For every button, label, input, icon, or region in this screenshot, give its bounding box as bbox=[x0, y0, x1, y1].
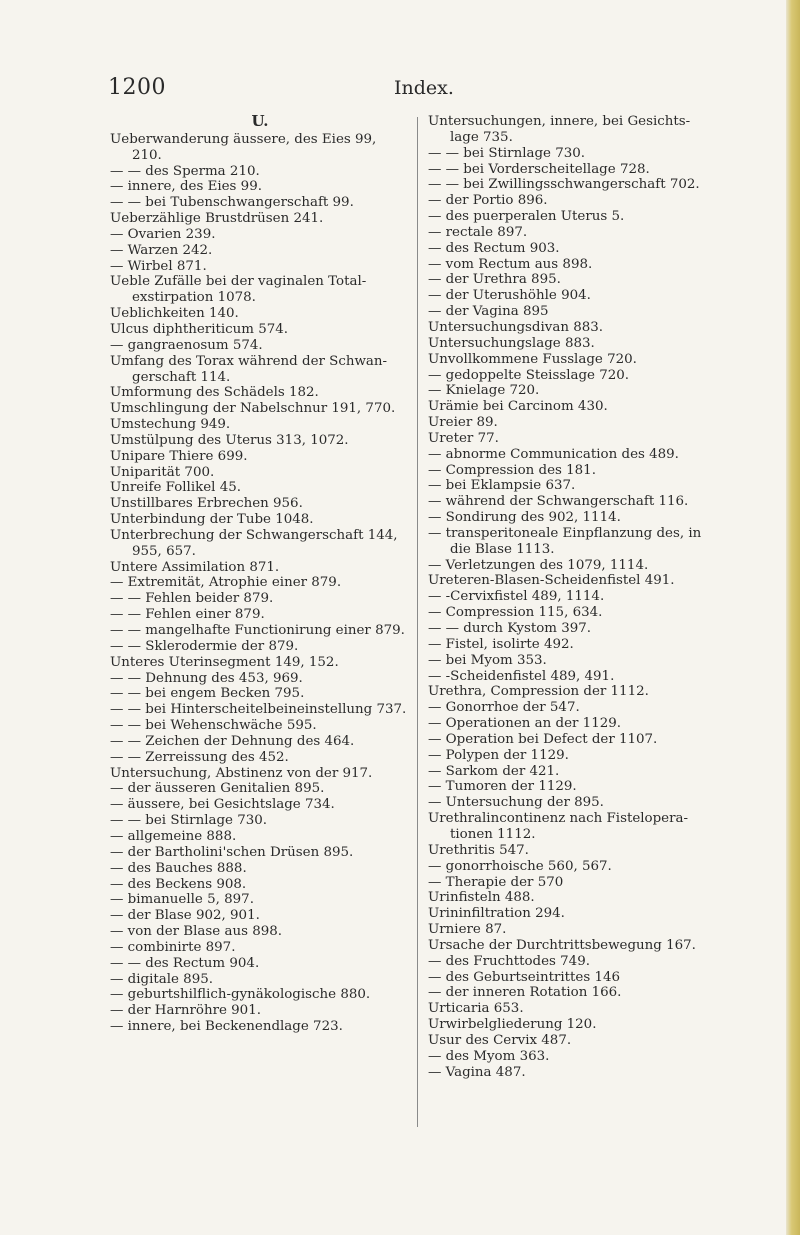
index-entry: — digitale 895. bbox=[110, 971, 213, 987]
index-entry: Unipare Thiere 699. bbox=[110, 448, 248, 464]
index-entry: — Extremität, Atrophie einer 879. bbox=[110, 575, 342, 591]
index-entry: — Therapie der 570 bbox=[428, 874, 564, 890]
index-entry: — Untersuchung der 895. bbox=[428, 795, 604, 811]
index-entry: — der Portio 896. bbox=[428, 193, 548, 209]
index-entry: — der inneren Rotation 166. bbox=[428, 985, 622, 1001]
page-edge-discoloration bbox=[786, 0, 800, 1235]
index-entry: Umfang des Torax während der Schwan-gerschaft 114. bbox=[110, 353, 388, 385]
index-entry: Urethra, Compression der 1112. bbox=[428, 684, 649, 700]
index-entry: — — Zeichen der Dehnung des 464. bbox=[110, 733, 355, 749]
index-entry: Urniere 87. bbox=[428, 922, 507, 938]
index-entry: — — bei Hinterscheitelbeineinstellung 737. bbox=[110, 702, 407, 718]
index-entry: — der Bartholini'schen Drüsen 895. bbox=[110, 844, 354, 860]
index-entry: — der Harnröhre 901. bbox=[110, 1003, 261, 1019]
index-entry: — bimanuelle 5, 897. bbox=[110, 892, 254, 908]
index-entry: Umstechung 949. bbox=[110, 417, 231, 433]
index-entry: — Ovarien 239. bbox=[110, 226, 216, 242]
index-entry: — des Rectum 903. bbox=[428, 240, 560, 256]
index-entry: Untere Assimilation 871. bbox=[110, 559, 280, 575]
index-entry: — geburtshilflich-gynäkologische 880. bbox=[110, 987, 371, 1003]
index-entry: — — Fehlen beider 879. bbox=[110, 591, 274, 607]
index-entry: — — Fehlen einer 879. bbox=[110, 607, 265, 623]
index-entry: Ueberwanderung äussere, des Eies 99, 210. bbox=[110, 131, 377, 163]
index-entry: — Warzen 242. bbox=[110, 242, 213, 258]
index-entry: Ureteren-Blasen-Scheidenfistel 491. bbox=[428, 573, 675, 589]
index-entry: — Gonorrhoe der 547. bbox=[428, 700, 580, 716]
index-entry: Usur des Cervix 487. bbox=[428, 1032, 572, 1048]
index-entry: Ueberzählige Brustdrüsen 241. bbox=[110, 211, 324, 227]
index-entry: — Compression des 181. bbox=[428, 462, 596, 478]
index-entry: Unvollkommene Fusslage 720. bbox=[428, 351, 637, 367]
index-entry: — Operationen an der 1129. bbox=[428, 716, 622, 732]
index-entry: Urämie bei Carcinom 430. bbox=[428, 399, 608, 415]
index-entry: — der Urethra 895. bbox=[428, 272, 561, 288]
index-entry: — des puerperalen Uterus 5. bbox=[428, 209, 625, 225]
index-entry: — — bei Vorderscheitellage 728. bbox=[428, 161, 650, 177]
index-entry: — combinirte 897. bbox=[110, 939, 236, 955]
index-entry: — — bei Stirnlage 730. bbox=[428, 145, 586, 161]
index-entry: — Polypen der 1129. bbox=[428, 747, 569, 763]
index-entry: Ulcus diphtheriticum 574. bbox=[110, 321, 289, 337]
index-entry: Untersuchungsdivan 883. bbox=[428, 319, 604, 335]
index-entry: — — bei Zwillingsschwangerschaft 702. bbox=[428, 177, 700, 193]
index-entry: — der Blase 902, 901. bbox=[110, 908, 260, 924]
index-entry: — — bei Wehenschwäche 595. bbox=[110, 718, 317, 734]
index-entry: — — Zerreissung des 452. bbox=[110, 749, 289, 765]
index-entry: — Sarkom der 421. bbox=[428, 763, 560, 779]
index-entry: — vom Rectum aus 898. bbox=[428, 256, 593, 272]
index-entry: — transperitoneale Einpflanzung des, in die Blase 1113. bbox=[428, 525, 702, 557]
index-entry: — Verletzungen des 1079, 1114. bbox=[428, 557, 649, 573]
index-entry: Urwirbelgliederung 120. bbox=[428, 1017, 597, 1033]
index-entry: — — durch Kystom 397. bbox=[428, 621, 592, 636]
index-entry: — Vagina 487. bbox=[428, 1064, 526, 1080]
index-entry: Unteres Uterinsegment 149, 152. bbox=[110, 654, 339, 670]
index-entry: — — Sklerodermie der 879. bbox=[110, 638, 299, 654]
index-entry: — des Bauches 888. bbox=[110, 860, 247, 876]
index-entry: — der Vagina 895 bbox=[428, 304, 549, 320]
index-entry: — -Scheidenfistel 489, 491. bbox=[428, 668, 615, 684]
index-entry: — gangraenosum 574. bbox=[110, 337, 263, 353]
index-entry: — gonorrhoische 560, 567. bbox=[428, 858, 612, 874]
index-entry: Untersuchungslage 883. bbox=[428, 335, 595, 351]
column-divider bbox=[417, 117, 418, 1127]
page-number: 1200 bbox=[108, 75, 166, 100]
index-entry: Urethralincontinenz nach Fistelopera-tionen 1112. bbox=[428, 811, 689, 842]
index-entry: Umformung des Schädels 182. bbox=[110, 385, 319, 401]
page-header bbox=[108, 75, 668, 105]
index-entry: — -Cervixfistel 489, 1114. bbox=[428, 589, 605, 605]
index-entry: — — bei Stirnlage 730. bbox=[110, 813, 268, 829]
index-entry: — — des Rectum 904. bbox=[110, 955, 260, 971]
index-entry: — Tumoren der 1129. bbox=[428, 779, 577, 795]
left-column bbox=[110, 114, 410, 1035]
index-entry: Ureier 89. bbox=[428, 415, 498, 431]
index-entry: — der äusseren Genitalien 895. bbox=[110, 781, 325, 797]
index-entry: — Operation bei Defect der 1107. bbox=[428, 731, 658, 747]
index-entry: Umschlingung der Nabelschnur 191, 770. bbox=[110, 401, 396, 417]
index-entry: Unreife Follikel 45. bbox=[110, 480, 241, 496]
index-entry: — von der Blase aus 898. bbox=[110, 924, 283, 940]
index-entry: — — Dehnung des 453, 969. bbox=[110, 670, 303, 686]
index-entry: Unstillbares Erbrechen 956. bbox=[110, 496, 303, 512]
index-entry: Urethritis 547. bbox=[428, 842, 529, 858]
section-letter: U. bbox=[251, 112, 269, 130]
index-entry: — des Geburtseintrittes 146 bbox=[428, 969, 621, 985]
index-entry: Urticaria 653. bbox=[428, 1001, 524, 1017]
index-entry: Ureter 77. bbox=[428, 430, 499, 446]
index-entry: Ueble Zufälle bei der vaginalen Total-exstirpation 1078. bbox=[110, 274, 367, 306]
index-entry: — Sondirung des 902, 1114. bbox=[428, 510, 621, 526]
index-entry: Urininfiltration 294. bbox=[428, 906, 565, 922]
index-entry: Umstülpung des Uterus 313, 1072. bbox=[110, 432, 349, 448]
index-entry: Untersuchungen, innere, bei Gesichts-lage 735. bbox=[428, 114, 691, 145]
index-entry: — allgemeine 888. bbox=[110, 828, 237, 844]
index-entry: — — bei engem Becken 795. bbox=[110, 686, 305, 702]
running-title: Index. bbox=[394, 77, 454, 99]
index-entry: — rectale 897. bbox=[428, 224, 528, 240]
index-entry: — — mangelhafte Functionirung einer 879. bbox=[110, 623, 405, 638]
index-entry: — Wirbel 871. bbox=[110, 258, 207, 274]
index-entry: Unterbrechung der Schwangerschaft 144, 955, 657. bbox=[110, 527, 398, 559]
index-entry: — innere, bei Beckenendlage 723. bbox=[110, 1019, 343, 1035]
index-entry: Unterbindung der Tube 1048. bbox=[110, 512, 314, 528]
index-entry: — innere, des Eies 99. bbox=[110, 179, 262, 195]
index-entry: — Compression 115, 634. bbox=[428, 605, 603, 621]
index-entry: — abnorme Communication des 489. bbox=[428, 446, 679, 462]
index-entry: — — bei Tubenschwangerschaft 99. bbox=[110, 195, 354, 211]
index-entry: — bei Myom 353. bbox=[428, 652, 547, 668]
index-entry: Uniparität 700. bbox=[110, 464, 215, 480]
index-entry: — des Beckens 908. bbox=[110, 876, 247, 892]
index-entry: — Knielage 720. bbox=[428, 383, 540, 399]
index-entry: Ueblichkeiten 140. bbox=[110, 306, 239, 322]
index-entry: Ursache der Durchtrittsbewegung 167. bbox=[428, 937, 696, 953]
index-entry: — des Fruchttodes 749. bbox=[428, 953, 590, 969]
index-entry: — des Myom 363. bbox=[428, 1048, 550, 1064]
index-entry: Untersuchung, Abstinenz von der 917. bbox=[110, 765, 373, 781]
index-entry: — — des Sperma 210. bbox=[110, 163, 260, 179]
index-entry: — äussere, bei Gesichtslage 734. bbox=[110, 797, 335, 813]
index-entry: — bei Eklampsie 637. bbox=[428, 478, 576, 494]
index-entry: — gedoppelte Steisslage 720. bbox=[428, 367, 630, 383]
right-column bbox=[428, 114, 710, 1080]
index-entry: — der Uterushöhle 904. bbox=[428, 288, 591, 304]
index-entry: — während der Schwangerschaft 116. bbox=[428, 494, 689, 510]
index-entry: — Fistel, isolirte 492. bbox=[428, 636, 574, 652]
index-entry: Urinfisteln 488. bbox=[428, 890, 535, 906]
